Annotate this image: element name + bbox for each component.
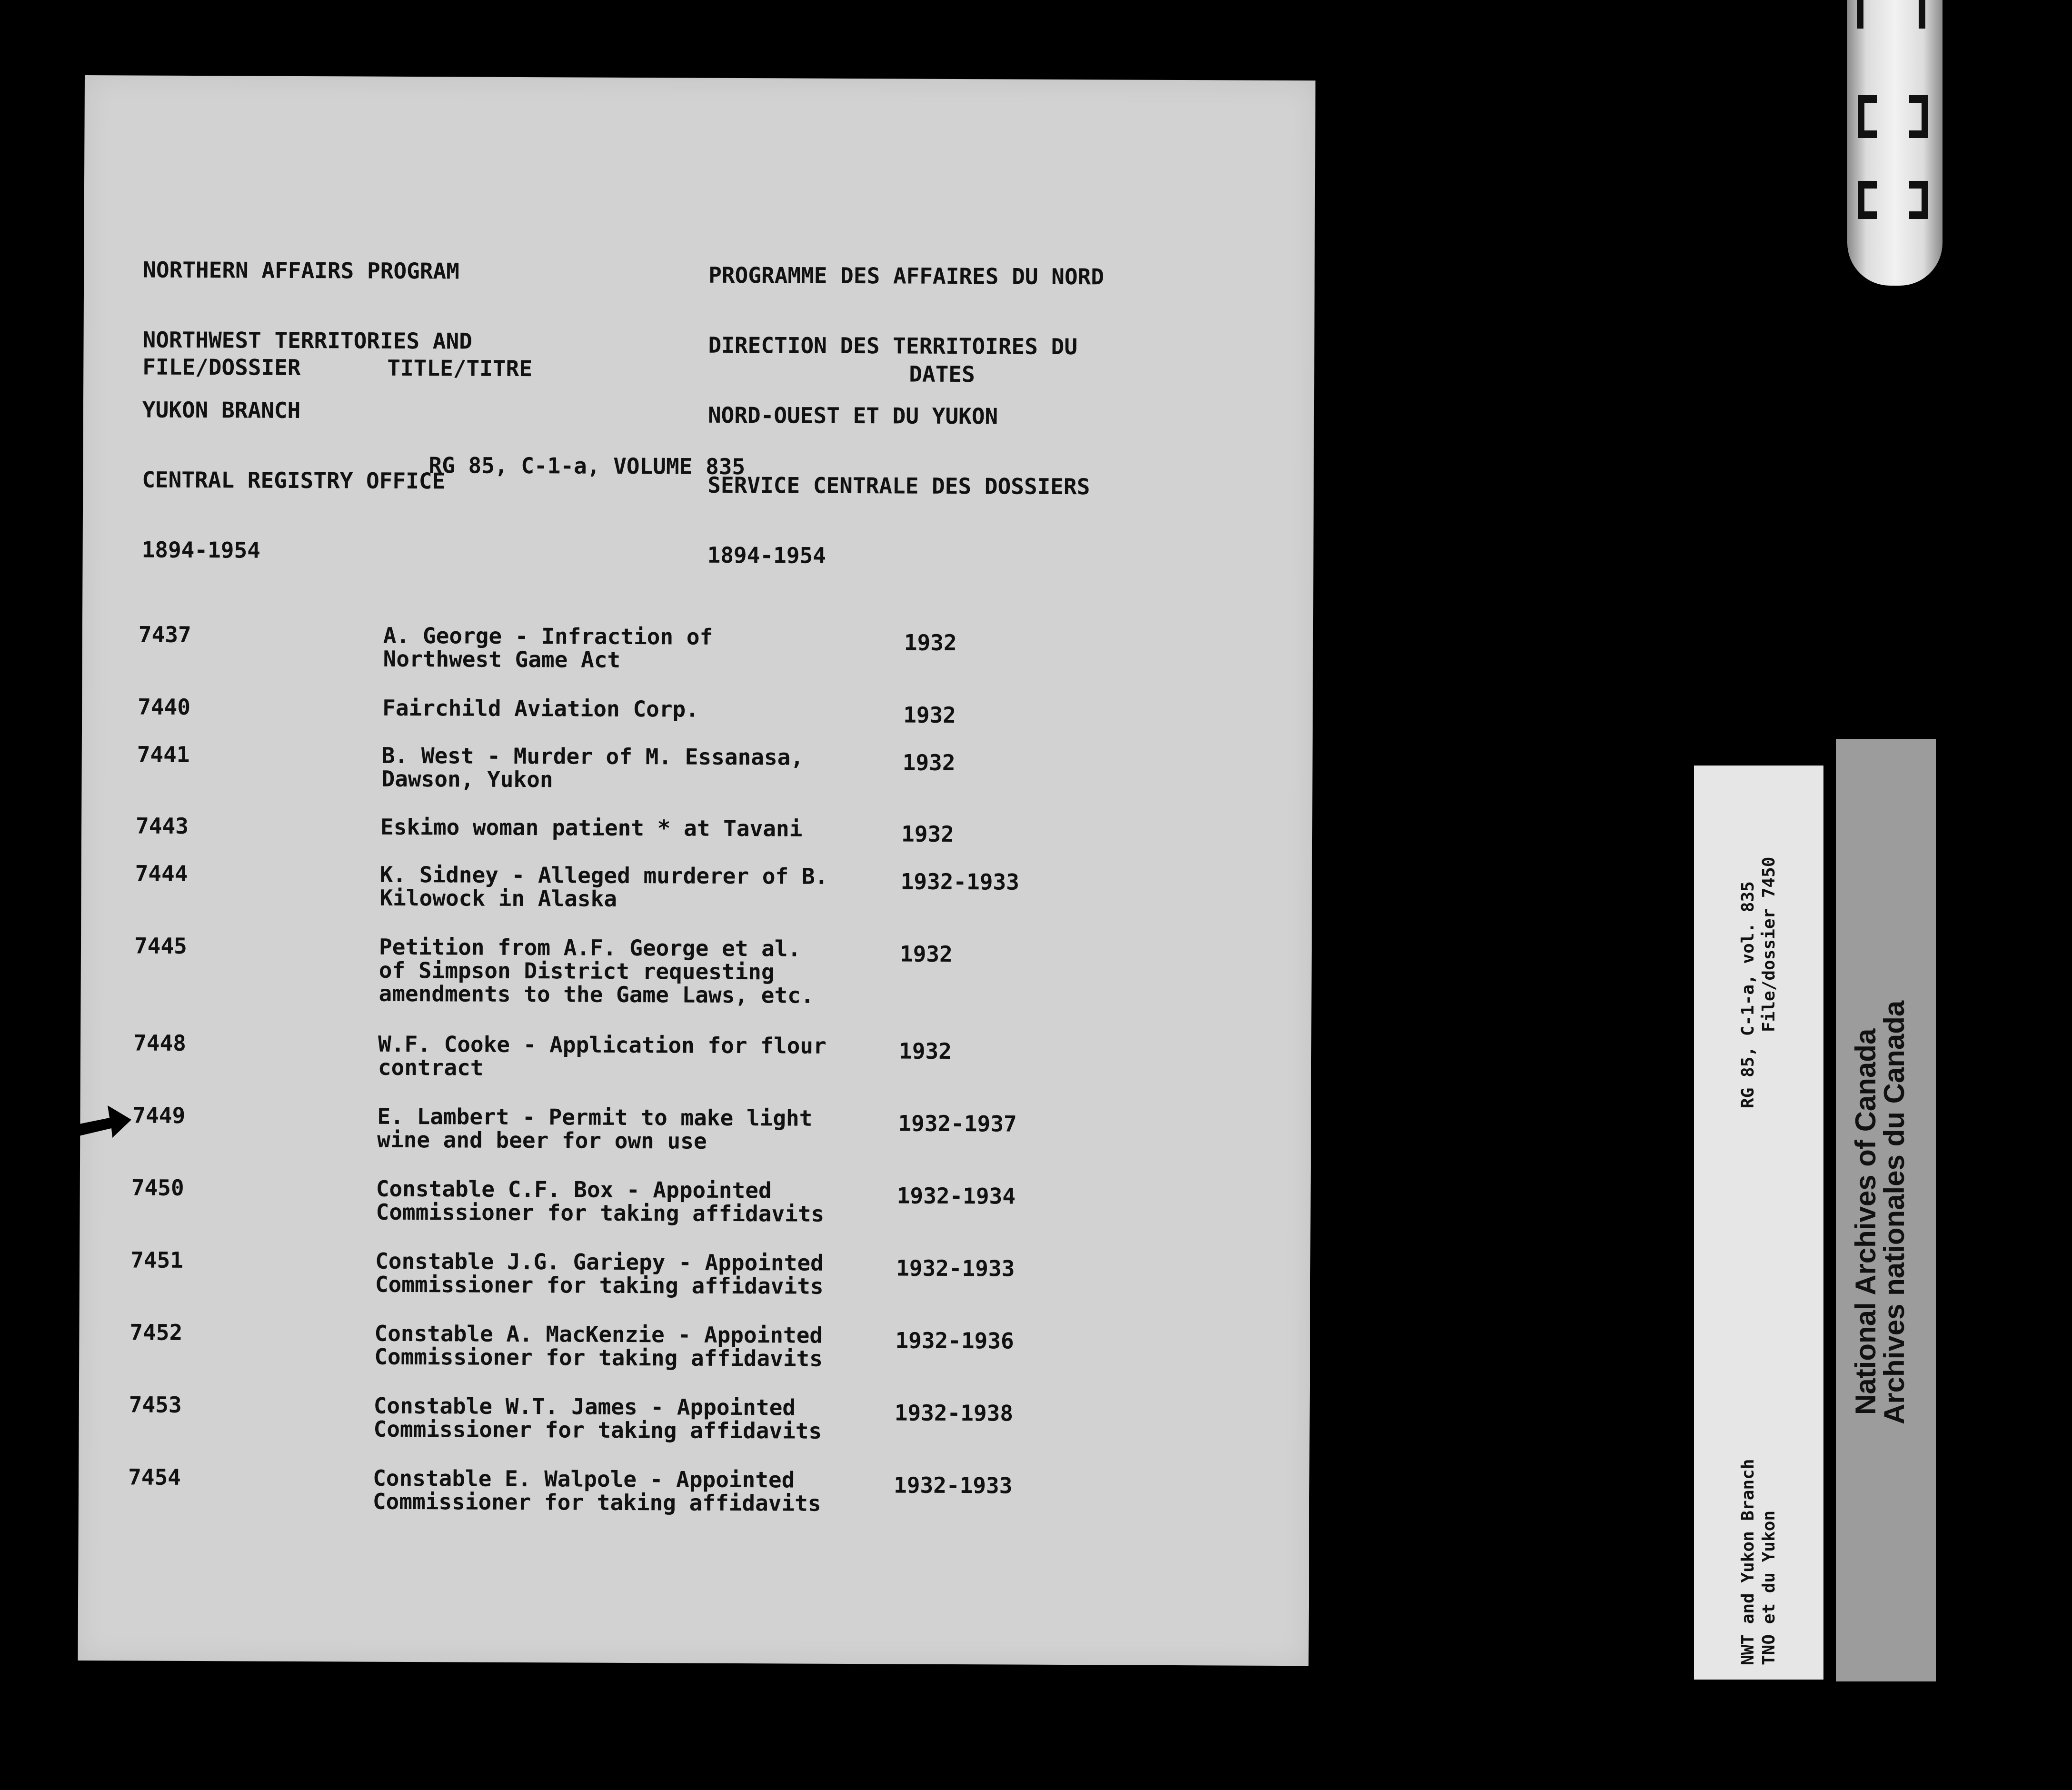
- entry-dates: 1932: [903, 702, 956, 728]
- archives-line: Archives nationales du Canada: [1878, 1000, 1910, 1424]
- reference-line: File/dossier 7450: [1759, 856, 1779, 1032]
- entry-title-line: Fairchild Aviation Corp.: [382, 695, 699, 722]
- header-french-line: SERVICE CENTRALE DES DOSSIERS: [707, 472, 1090, 500]
- entry-dates: 1932-1936: [895, 1327, 1014, 1354]
- column-header-file: FILE/DOSSIER: [142, 354, 301, 380]
- entry-file-number: 7443: [136, 813, 189, 839]
- entry-file-number: 7454: [128, 1464, 181, 1490]
- entry-title-line: Constable J.G. Gariepy - Appointed: [375, 1248, 824, 1276]
- document-page: [78, 75, 1315, 1666]
- entry-title: [373, 1467, 821, 1515]
- entry-title: [380, 815, 802, 841]
- entry-file-number: 7453: [129, 1392, 182, 1418]
- entry-title-line: A. George - Infraction of: [383, 622, 713, 650]
- header-french: [707, 217, 1104, 616]
- header-french-line: NORD-OUEST ET DU YUKON: [707, 402, 998, 429]
- entry-dates: 1932: [904, 629, 957, 656]
- entry-title-line: Commissioner for taking affidavits: [375, 1271, 824, 1299]
- header-english-line: 1894-1954: [141, 537, 261, 563]
- entry-title-line: amendments to the Game Laws, etc.: [379, 980, 814, 1008]
- entry-file-number: 7445: [134, 933, 187, 959]
- header-english-line: YUKON BRANCH: [142, 397, 301, 423]
- entry-title-line: W.F. Cooke - Application for flour: [378, 1031, 827, 1059]
- entry-file-number: 7440: [138, 694, 191, 720]
- entry-dates: 1932-1933: [900, 868, 1019, 895]
- entry-dates: 1932: [899, 941, 953, 967]
- entry-dates: 1932-1937: [898, 1110, 1017, 1137]
- entry-dates: 1932: [898, 1038, 952, 1064]
- entry-file-number: 7450: [131, 1174, 184, 1201]
- header-english: [141, 212, 473, 610]
- entry-title: [383, 624, 713, 672]
- entry-file-number: 7449: [132, 1102, 186, 1128]
- branch-line: TNO et du Yukon: [1759, 1510, 1779, 1665]
- entry-title: [373, 1394, 822, 1443]
- entry-file-number: 7451: [130, 1247, 184, 1273]
- entry-title-line: wine and beer for own use: [377, 1126, 707, 1154]
- film-marks-icon: [1847, 0, 1942, 286]
- entry-title-line: Petition from A.F. George et al.: [379, 934, 801, 962]
- entry-title-line: Commissioner for taking affidavits: [372, 1488, 821, 1516]
- entry-file-number: 7448: [133, 1030, 187, 1056]
- entry-title-line: Commissioner for taking affidavits: [373, 1416, 822, 1444]
- header-english-line: CENTRAL REGISTRY OFFICE: [142, 467, 446, 494]
- archives-line: National Archives of Canada: [1850, 1028, 1882, 1415]
- entry-title-line: E. Lambert - Permit to make light: [377, 1103, 813, 1131]
- header-english-line: NORTHERN AFFAIRS PROGRAM: [143, 257, 460, 284]
- branch-line: NWT and Yukon Branch: [1738, 1459, 1758, 1665]
- entry-title-line: Commissioner for taking affidavits: [376, 1199, 825, 1227]
- volume-heading: RG 85, C-1-a, VOLUME 835: [428, 452, 746, 480]
- entry-title: [381, 744, 804, 793]
- film-strip: [1847, 0, 1942, 286]
- entry-title-line: of Simpson District requesting: [379, 957, 775, 985]
- entry-title-line: contract: [378, 1054, 484, 1081]
- column-header-dates: DATES: [909, 361, 975, 388]
- entry-title: [377, 1105, 812, 1154]
- entry-title-line: Commissioner for taking affidavits: [374, 1343, 823, 1372]
- entry-title-line: Dawson, Yukon: [381, 766, 553, 793]
- entry-title-line: Constable E. Walpole - Appointed: [373, 1465, 795, 1493]
- reference-label: [1694, 766, 1823, 1680]
- entry-file-number: 7452: [130, 1319, 183, 1345]
- entry-dates: 1932-1933: [893, 1472, 1013, 1499]
- entry-dates: 1932-1933: [896, 1255, 1015, 1282]
- header-french-line: DIRECTION DES TERRITOIRES DU: [708, 332, 1078, 360]
- entry-dates: 1932-1934: [897, 1183, 1016, 1209]
- entry-title-line: Eskimo woman patient * at Tavani: [380, 814, 803, 842]
- pointer-arrow-icon: [72, 1101, 133, 1144]
- entry-title-line: Constable A. MacKenzie - Appointed: [374, 1320, 823, 1348]
- entry-title: [374, 1322, 823, 1371]
- entry-file-number: 7441: [137, 741, 190, 767]
- entry-title-line: Kilowock in Alaska: [379, 885, 618, 912]
- entry-title: [376, 1177, 824, 1226]
- entry-dates: 1932: [902, 749, 956, 776]
- entry-file-number: 7444: [135, 860, 188, 886]
- entry-title: [375, 1250, 824, 1298]
- entry-title-line: B. West - Murder of M. Essanasa,: [381, 742, 804, 770]
- entry-title-line: K. Sidney - Alleged murderer of B.: [379, 861, 828, 889]
- entry-title: [378, 1033, 827, 1081]
- entry-title: [379, 863, 828, 912]
- reference-line: RG 85, C-1-a, vol. 835: [1738, 881, 1758, 1108]
- entry-file-number: 7437: [138, 621, 191, 647]
- entry-title: [382, 696, 699, 721]
- entry-title-line: Constable C.F. Box - Appointed: [376, 1175, 772, 1203]
- entry-title: [379, 935, 814, 1007]
- entry-dates: 1932: [901, 821, 954, 847]
- entry-title-line: Constable W.T. James - Appointed: [373, 1392, 796, 1421]
- entry-dates: 1932-1938: [894, 1400, 1014, 1426]
- column-header-title: TITLE/TITRE: [387, 355, 533, 382]
- archives-label: [1836, 739, 1936, 1681]
- entry-title-line: Northwest Game Act: [383, 646, 621, 673]
- header-french-line: 1894-1954: [707, 542, 826, 568]
- header-english-line: NORTHWEST TERRITORIES AND: [142, 327, 473, 354]
- header-french-line: PROGRAMME DES AFFAIRES DU NORD: [708, 262, 1105, 290]
